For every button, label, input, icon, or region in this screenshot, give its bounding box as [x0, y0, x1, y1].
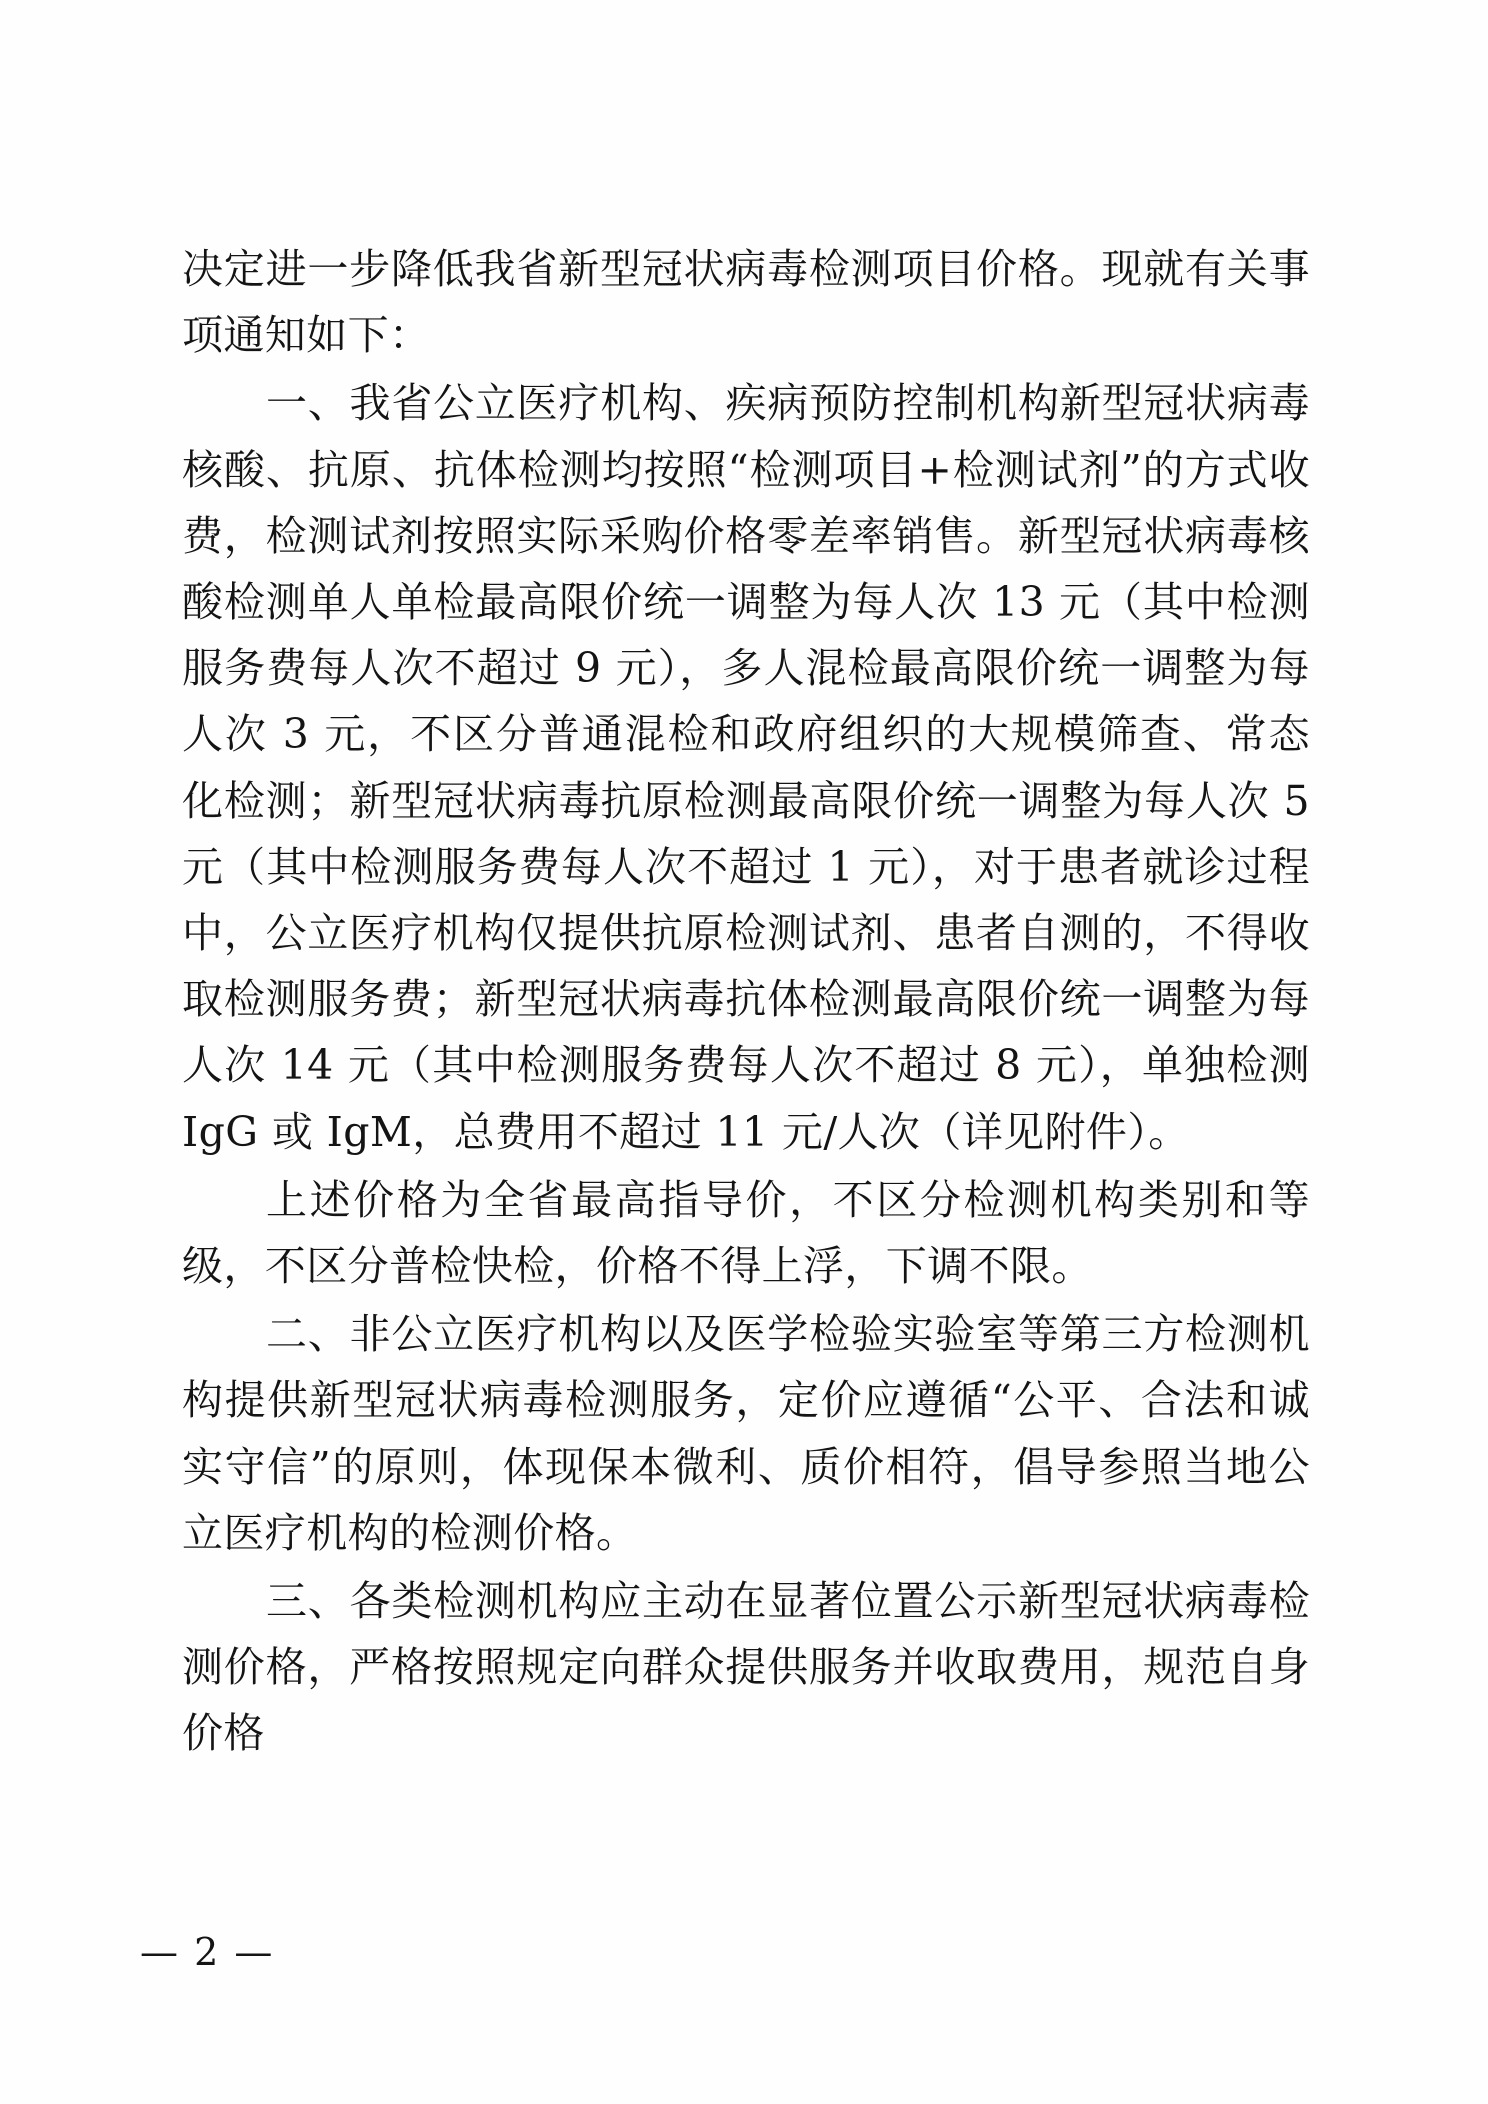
document-body — [182, 236, 1310, 1769]
paragraph-5: 三、各类检测机构应主动在显著位置公示新型冠状病毒检测价格，严格按照规定向群众提供服务并收取费用，规范自身价格 — [182, 1577, 1310, 1758]
paragraph-4: 二、非公立医疗机构以及医学检验实验室等第三方检测机构提供新型冠状病毒检测服务，定价应遵循“公平、合法和诚实守信”的原则，体现保本微利、质价相符，倡导参照当地公立医疗机构的检测价格。 — [182, 1310, 1310, 1557]
paragraph-1: 决定进一步降低我省新型冠状病毒检测项目价格。现就有关事项通知如下： — [182, 245, 1310, 360]
page-footer — [0, 1930, 1488, 1974]
page-number: — 2 — — [140, 1930, 275, 1974]
paragraph-2: 一、我省公立医疗机构、疾病预防控制机构新型冠状病毒核酸、抗原、抗体检测均按照“检测项目+检测试剂”的方式收费，检测试剂按照实际采购价格零差率销售。新型冠状病毒核酸检测单人单检最高限价统一调整为每人次 13 元（其中检测服务费每人次不超过 9 元），多人混检最高限价统一调整为每人次 3 元，不区分普通混检和政府组织的大规模筛查、常态化检测；新型冠状病毒抗原检测最高限价统一调整为每人次 5 元（其中检测服务费每人次不超过 1 元），对于患者就诊过程中，公立医疗机构仅提供抗原检测试剂、患者自测的，不得收取检测服务费；新型冠状病毒抗体检测最高限价统一调整为每人次 14 元（其中检测服务费每人次不超过 8 元），单独检测 IgG 或 IgM，总费用不超过 11 元/人次（详见附件）。 — [182, 379, 1310, 1156]
paragraph-3: 上述价格为全省最高指导价，不区分检测机构类别和等级，不区分普检快检，价格不得上浮，下调不限。 — [182, 1175, 1310, 1291]
